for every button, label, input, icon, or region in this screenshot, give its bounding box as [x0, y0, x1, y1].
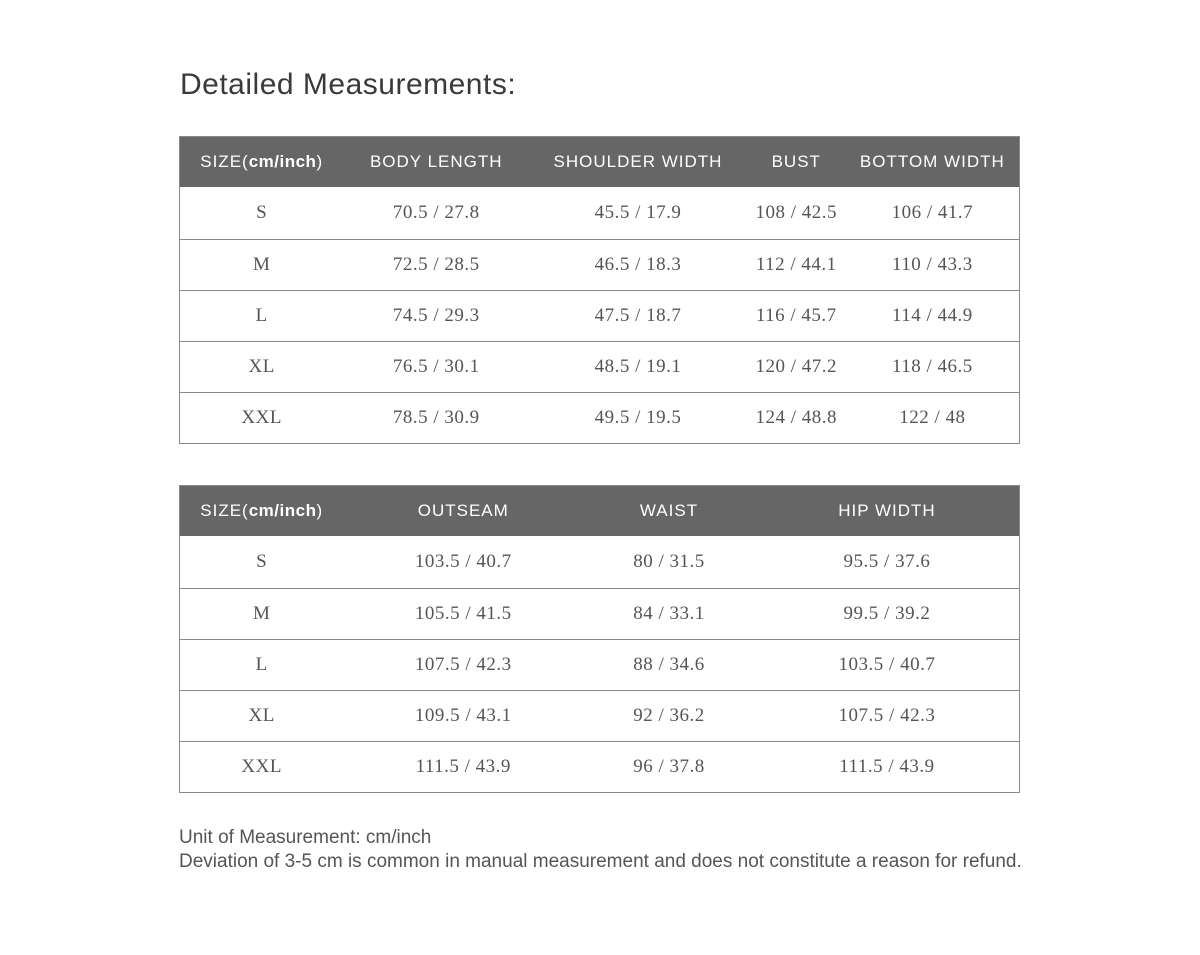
size-suffix: )	[316, 501, 324, 520]
waist-cell: 92 / 36.2	[583, 691, 755, 742]
header-shoulder-width: SHOULDER WIDTH	[529, 137, 747, 188]
outseam-cell: 107.5 / 42.3	[343, 640, 583, 691]
table-row	[180, 291, 1020, 342]
hip-width-cell: 99.5 / 39.2	[755, 589, 1020, 640]
header-body-length: BODY LENGTH	[343, 137, 529, 188]
size-cell: XXL	[180, 742, 344, 793]
waist-cell: 84 / 33.1	[583, 589, 755, 640]
size-cell: L	[180, 291, 344, 342]
waist-cell: 80 / 31.5	[633, 551, 705, 572]
outseam-cell: 109.5 / 43.1	[343, 691, 583, 742]
size-prefix: SIZE(	[200, 501, 249, 520]
bottom-width-cell: 122 / 48	[846, 393, 1020, 444]
table-row	[180, 240, 1020, 291]
waist-cell: 96 / 37.8	[583, 742, 755, 793]
body-length-cell: 74.5 / 29.3	[343, 291, 529, 342]
outseam-cell: 105.5 / 41.5	[343, 589, 583, 640]
table-row	[180, 691, 1020, 742]
table-row	[180, 342, 1020, 393]
deviation-note: Deviation of 3-5 cm is common in manual measurement and does not constitute a reason for refund.	[179, 851, 1022, 872]
bottom-width-cell: 106 / 41.7	[891, 202, 974, 223]
hip-width-cell: 111.5 / 43.9	[755, 742, 1020, 793]
hip-width-cell: 95.5 / 37.6	[843, 551, 931, 572]
size-unit: cm/inch	[248, 152, 317, 171]
table-row	[180, 536, 1020, 589]
page-title: Detailed Measurements:	[180, 68, 517, 101]
shoulder-width-cell: 45.5 / 17.9	[594, 202, 682, 223]
table-row	[180, 589, 1020, 640]
size-unit: cm/inch	[248, 501, 317, 520]
header-size	[180, 486, 344, 537]
header-bust: BUST	[747, 137, 846, 188]
bust-cell: 120 / 47.2	[747, 342, 846, 393]
hip-width-cell: 107.5 / 42.3	[755, 691, 1020, 742]
bottoms-size-table	[179, 485, 1020, 793]
table-row	[180, 187, 1020, 240]
table-header-row	[180, 486, 1020, 537]
outseam-cell: 111.5 / 43.9	[343, 742, 583, 793]
table-row	[180, 742, 1020, 793]
table-row	[180, 393, 1020, 444]
bottom-width-cell: 114 / 44.9	[846, 291, 1020, 342]
header-hip-width: HIP WIDTH	[755, 486, 1020, 537]
body-length-cell: 72.5 / 28.5	[343, 240, 529, 291]
size-prefix: SIZE(	[200, 152, 249, 171]
header-waist: WAIST	[583, 486, 755, 537]
size-cell: M	[180, 589, 344, 640]
hip-width-cell: 103.5 / 40.7	[755, 640, 1020, 691]
size-cell: S	[256, 202, 268, 223]
shoulder-width-cell: 46.5 / 18.3	[529, 240, 747, 291]
size-suffix: )	[316, 152, 324, 171]
bust-cell: 112 / 44.1	[747, 240, 846, 291]
shoulder-width-cell: 47.5 / 18.7	[529, 291, 747, 342]
bottom-width-cell: 110 / 43.3	[846, 240, 1020, 291]
bust-cell: 124 / 48.8	[747, 393, 846, 444]
header-bottom-width: BOTTOM WIDTH	[846, 137, 1020, 188]
size-cell: XXL	[180, 393, 344, 444]
measurement-notes	[179, 826, 1022, 874]
size-cell: L	[180, 640, 344, 691]
body-length-cell: 70.5 / 27.8	[392, 202, 480, 223]
table-row	[180, 640, 1020, 691]
table-header-row	[180, 137, 1020, 188]
unit-note: Unit of Measurement: cm/inch	[179, 827, 432, 848]
shoulder-width-cell: 49.5 / 19.5	[529, 393, 747, 444]
size-cell: XL	[180, 691, 344, 742]
body-length-cell: 76.5 / 30.1	[343, 342, 529, 393]
bottom-width-cell: 118 / 46.5	[846, 342, 1020, 393]
body-length-cell: 78.5 / 30.9	[343, 393, 529, 444]
bust-cell: 116 / 45.7	[747, 291, 846, 342]
outseam-cell: 103.5 / 40.7	[414, 551, 512, 572]
shoulder-width-cell: 48.5 / 19.1	[529, 342, 747, 393]
header-size	[180, 137, 344, 188]
tops-size-table	[179, 136, 1020, 444]
size-cell: S	[256, 551, 268, 572]
waist-cell: 88 / 34.6	[583, 640, 755, 691]
size-cell: M	[180, 240, 344, 291]
bust-cell: 108 / 42.5	[755, 202, 838, 223]
header-outseam: OUTSEAM	[343, 486, 583, 537]
size-cell: XL	[180, 342, 344, 393]
